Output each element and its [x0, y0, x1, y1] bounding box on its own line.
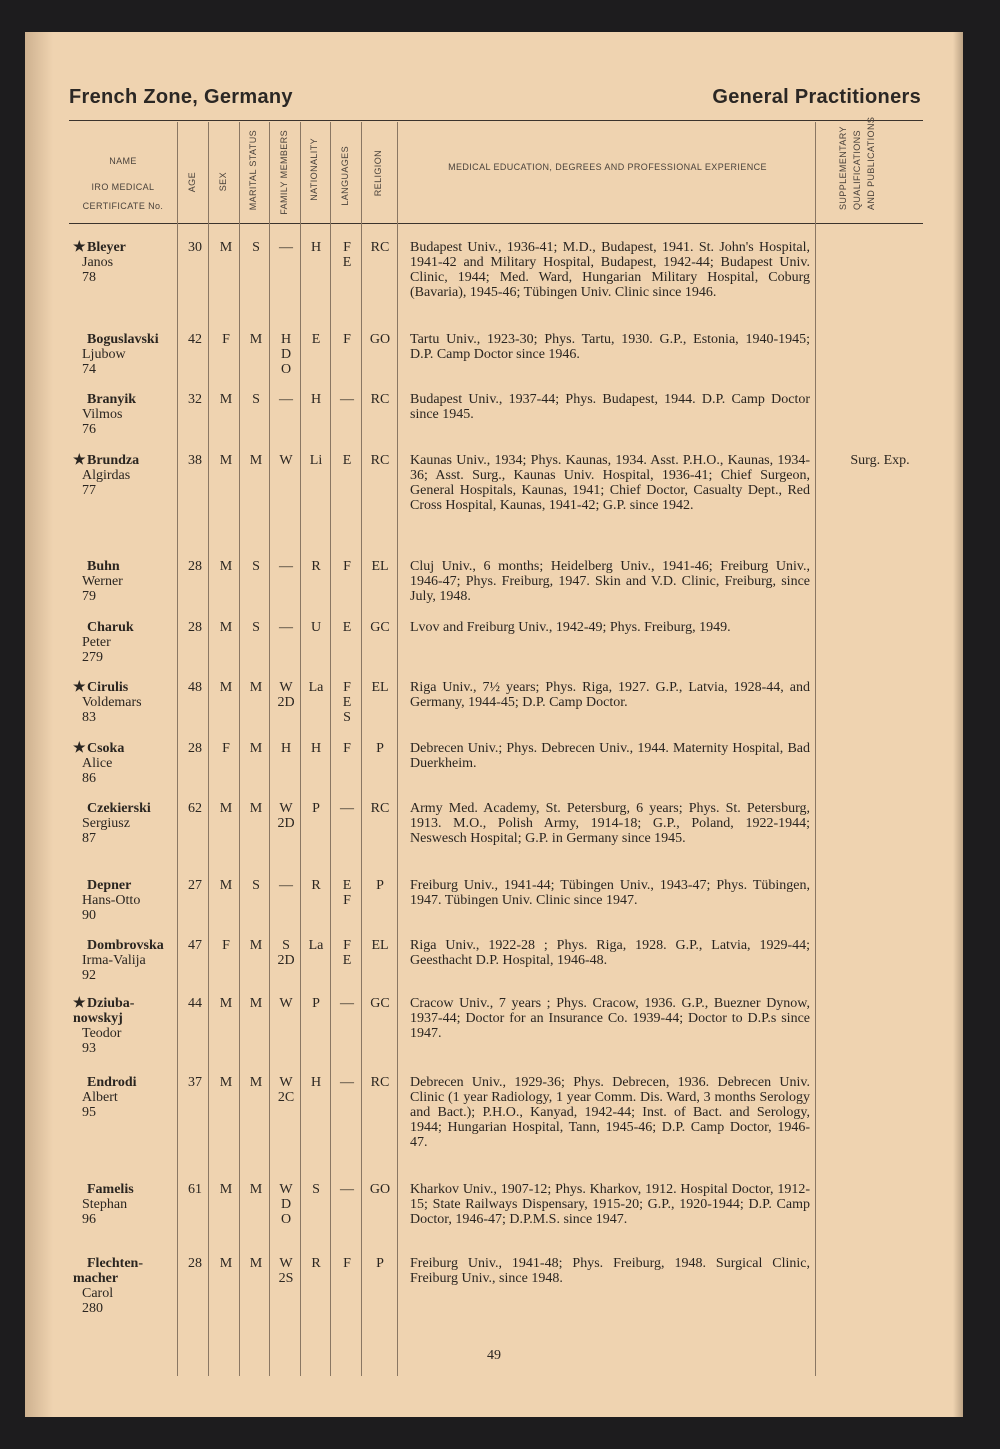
- sex-cell: M: [219, 1182, 233, 1197]
- surname: Cirulis: [87, 680, 129, 695]
- sex-cell: M: [219, 1075, 233, 1090]
- education-cell: Riga Univ., 1922-28 ; Phys. Riga, 1928. G.P., Latvia, 1929-44; Geesthacht D.P. Hospital, 1946-48.: [410, 938, 810, 968]
- religion-cell: RC: [370, 801, 390, 816]
- practitioner-name: [73, 620, 185, 665]
- sex-cell: M: [219, 559, 233, 574]
- family-column-header: FAMILY MEMBERS: [279, 130, 289, 215]
- marital-cell: M: [249, 996, 263, 1011]
- given-name: Carol: [82, 1286, 114, 1301]
- family-cell: W: [279, 996, 293, 1011]
- marital-cell: S: [252, 559, 260, 574]
- given-name: Albert: [82, 1090, 118, 1105]
- given-name: Voldemars: [82, 695, 142, 710]
- family-cell: —: [279, 620, 293, 635]
- supplementary-column-header: SUPPLEMENTARY QUALIFICATIONS AND PUBLICATIONS: [838, 116, 876, 210]
- surname: Brundza: [87, 453, 140, 468]
- star-icon: ★: [73, 453, 86, 468]
- supplementary-cell: Surg. Exp.: [850, 453, 910, 468]
- sex-cell: F: [222, 741, 230, 756]
- sex-cell: M: [219, 240, 233, 255]
- practitioner-name: [73, 801, 185, 846]
- star-icon: ★: [73, 240, 86, 255]
- column-divider: [815, 122, 816, 1376]
- nationality-cell: P: [312, 801, 320, 816]
- religion-column-header: RELIGION: [373, 150, 383, 197]
- certificate-number: 77: [82, 483, 96, 498]
- family-cell: —: [279, 878, 293, 893]
- nationality-cell: La: [308, 938, 324, 953]
- marital-cell: M: [249, 741, 263, 756]
- nationality-cell: H: [310, 1075, 322, 1090]
- certificate-number: 79: [82, 589, 96, 604]
- sex-cell: F: [222, 332, 230, 347]
- education-cell: Kharkov Univ., 1907-12; Phys. Kharkov, 1912. Hospital Doctor, 1912-15; State Railways Dispensary, 1915-20; G.P., 1920-1944; D.P. Camp Doctor, 1946-47; D.P.M.S. since 1947.: [410, 1182, 810, 1227]
- marital-column-header: MARITAL STATUS: [248, 130, 258, 211]
- sex-column-header: SEX: [218, 172, 228, 192]
- education-cell: Lvov and Freiburg Univ., 1942-49; Phys. Freiburg, 1949.: [410, 620, 731, 635]
- practitioner-name: [73, 938, 185, 983]
- marital-cell: S: [252, 878, 260, 893]
- given-name: Hans-Otto: [82, 893, 141, 908]
- marital-cell: S: [252, 620, 260, 635]
- languages-cell: F: [343, 1256, 351, 1271]
- sex-cell: M: [219, 801, 233, 816]
- religion-cell: RC: [370, 240, 390, 255]
- sex-cell: M: [219, 1256, 233, 1271]
- nationality-cell: H: [310, 741, 322, 756]
- certificate-number: 90: [82, 908, 96, 923]
- given-name: Alice: [82, 756, 113, 771]
- languages-column-header: LANGUAGES: [340, 146, 350, 206]
- given-name: Werner: [82, 574, 123, 589]
- surname: Boguslavski: [87, 332, 159, 347]
- surname: Branyik: [87, 392, 137, 407]
- age-cell: 42: [188, 332, 202, 347]
- given-name: Algirdas: [82, 468, 131, 483]
- education-cell: Cracow Univ., 7 years ; Phys. Cracow, 1936. G.P., Buezner Dynow, 1937-44; Doctor for an Insurance Co. 1939-44; Doctor to D.P.s since 1947.: [410, 996, 810, 1041]
- marital-cell: M: [249, 1182, 263, 1197]
- marital-cell: M: [249, 1256, 263, 1271]
- marital-cell: M: [249, 801, 263, 816]
- marital-cell: S: [252, 240, 260, 255]
- nationality-cell: E: [311, 332, 321, 347]
- nationality-cell: S: [312, 1182, 320, 1197]
- family-cell: H D O: [280, 332, 292, 377]
- certificate-number: 87: [82, 831, 96, 846]
- surname: Csoka: [87, 741, 125, 756]
- family-cell: W 2C: [277, 1075, 295, 1105]
- practitioner-name: [73, 741, 185, 786]
- practitioner-name: [73, 996, 185, 1056]
- family-cell: W D O: [279, 1182, 293, 1227]
- practitioner-name: [73, 240, 185, 285]
- certificate-number: 78: [82, 270, 96, 285]
- practitioner-name: [73, 1075, 185, 1120]
- certificate-number: 86: [82, 771, 96, 786]
- practitioner-name: [73, 559, 185, 604]
- surname: Dziuba- nowskyj: [73, 996, 135, 1026]
- education-cell: Budapest Univ., 1937-44; Phys. Budapest, 1944. D.P. Camp Doctor since 1945.: [410, 392, 810, 422]
- family-cell: W 2D: [277, 801, 295, 831]
- education-cell: Freiburg Univ., 1941-48; Phys. Freiburg, 1948. Surgical Clinic, Freiburg Univ., since 1948.: [410, 1256, 810, 1286]
- surname: Bleyer: [87, 240, 126, 255]
- languages-cell: F: [343, 332, 351, 347]
- page-number: 49: [487, 1348, 501, 1363]
- zone-title: French Zone, Germany: [69, 86, 293, 108]
- sex-cell: M: [219, 680, 233, 695]
- religion-cell: EL: [371, 559, 389, 574]
- practitioner-name: [73, 1182, 185, 1227]
- religion-cell: GO: [369, 1182, 391, 1197]
- marital-cell: M: [249, 1075, 263, 1090]
- sex-cell: M: [219, 996, 233, 1011]
- practitioner-name: [73, 680, 185, 725]
- age-column-header: AGE: [187, 172, 197, 193]
- column-divider: [397, 122, 398, 1376]
- religion-cell: P: [376, 1256, 384, 1271]
- religion-cell: P: [376, 741, 384, 756]
- section-title: General Practitioners: [712, 86, 921, 108]
- nationality-cell: P: [312, 996, 320, 1011]
- religion-cell: P: [376, 878, 384, 893]
- certificate-number: 96: [82, 1212, 96, 1227]
- languages-cell: —: [340, 1075, 354, 1090]
- sex-cell: M: [219, 620, 233, 635]
- nationality-cell: U: [310, 620, 322, 635]
- marital-cell: M: [249, 680, 263, 695]
- certificate-number: 93: [82, 1041, 96, 1056]
- religion-cell: GC: [370, 620, 390, 635]
- sex-cell: M: [219, 392, 233, 407]
- family-cell: —: [279, 559, 293, 574]
- age-cell: 28: [188, 741, 202, 756]
- sex-cell: F: [222, 938, 230, 953]
- given-name: Vilmos: [82, 407, 123, 422]
- languages-cell: —: [340, 801, 354, 816]
- certificate-number: 279: [82, 650, 103, 665]
- nationality-cell: Li: [309, 453, 323, 468]
- given-name: Sergiusz: [82, 816, 130, 831]
- age-cell: 28: [188, 559, 202, 574]
- languages-cell: F: [343, 741, 351, 756]
- marital-cell: M: [249, 938, 263, 953]
- education-cell: Army Med. Academy, St. Petersburg, 6 years; Phys. St. Petersburg, 1913. M.O., Polish Army, 1914-18; G.P., Poland, 1922-1944; Neswesch Hospital; G.P. in Germany since 1945.: [410, 801, 810, 846]
- nationality-cell: R: [311, 878, 321, 893]
- family-cell: H: [280, 741, 292, 756]
- age-cell: 37: [188, 1075, 202, 1090]
- education-cell: Kaunas Univ., 1934; Phys. Kaunas, 1934. Asst. P.H.O., Kaunas, 1934-36; Asst. Surg., Kaunas Univ. Hospital, 1936-41; Chief Surgeon, General Hospitals, Kaunas, 1941; Chief Doctor, Casualty Dept., Red Cross Hospital, Kaunas, 1941-42; G.P. since 1942.: [410, 453, 810, 513]
- certificate-number: 280: [82, 1301, 103, 1316]
- languages-cell: —: [340, 996, 354, 1011]
- given-name: Peter: [82, 635, 111, 650]
- religion-cell: GO: [369, 332, 391, 347]
- family-cell: —: [279, 392, 293, 407]
- family-cell: S 2D: [277, 938, 295, 968]
- education-cell: Budapest Univ., 1936-41; M.D., Budapest, 1941. St. John's Hospital, 1941-42 and Military Hospital, Budapest, 1942-44; Budapest Univ. Clinic, 1944; Med. Ward, Hungarian Military Hospital, Coburg (Bavaria), 1945-46; Tübingen Univ. Clinic since 1946.: [410, 240, 810, 300]
- name-column-header: NAME IRO MEDICAL CERTIFICATE No.: [82, 156, 164, 211]
- religion-cell: EL: [371, 680, 389, 695]
- surname: Endrodi: [87, 1075, 137, 1090]
- family-cell: W 2D: [277, 680, 295, 710]
- nationality-cell: R: [311, 1256, 321, 1271]
- education-column-header: MEDICAL EDUCATION, DEGREES AND PROFESSIONAL EXPERIENCE: [448, 162, 767, 172]
- age-cell: 38: [188, 453, 202, 468]
- education-cell: Debrecen Univ.; Phys. Debrecen Univ., 1944. Maternity Hospital, Bad Duerkheim.: [410, 741, 810, 771]
- languages-cell: E F: [342, 878, 352, 908]
- family-cell: —: [279, 240, 293, 255]
- certificate-number: 83: [82, 710, 96, 725]
- document-page: [25, 32, 963, 1417]
- languages-cell: E: [342, 620, 352, 635]
- surname: Charuk: [87, 620, 134, 635]
- star-icon: ★: [73, 680, 86, 695]
- practitioner-name: [73, 392, 185, 437]
- practitioner-name: [73, 453, 185, 498]
- family-cell: W: [279, 453, 293, 468]
- age-cell: 28: [188, 620, 202, 635]
- education-cell: Debrecen Univ., 1929-36; Phys. Debrecen, 1936. Debrecen Univ. Clinic (1 year Radiology, 1 year Comm. Dis. Ward, 3 months Serology and Bact.); P.H.O., Kanyad, 1942-44; Inst. of Bact. and Serology, 1944; Hungarian Hospital, Tann, 1945-46; D.P. Camp Doctor, 1946-47.: [410, 1075, 810, 1150]
- surname: Buhn: [87, 559, 120, 574]
- surname: Famelis: [87, 1182, 134, 1197]
- given-name: Irma-Valija: [82, 953, 146, 968]
- sex-cell: M: [219, 878, 233, 893]
- practitioner-name: [73, 1256, 185, 1316]
- family-cell: W 2S: [278, 1256, 294, 1286]
- education-cell: Cluj Univ., 6 months; Heidelberg Univ., 1941-46; Freiburg Univ., 1946-47; Phys. Freiburg, 1947. Skin and V.D. Clinic, Freiburg, since July, 1948.: [410, 559, 810, 604]
- education-cell: Riga Univ., 7½ years; Phys. Riga, 1927. G.P., Latvia, 1928-44, and Germany, 1944-45; D.P. Camp Doctor.: [410, 680, 810, 710]
- header-top-rule: [69, 120, 923, 121]
- nationality-cell: La: [308, 680, 324, 695]
- certificate-number: 76: [82, 422, 96, 437]
- marital-cell: M: [249, 453, 263, 468]
- age-cell: 44: [188, 996, 202, 1011]
- practitioner-name: [73, 878, 185, 923]
- age-cell: 47: [188, 938, 202, 953]
- religion-cell: RC: [370, 392, 390, 407]
- age-cell: 61: [188, 1182, 202, 1197]
- religion-cell: RC: [370, 453, 390, 468]
- religion-cell: EL: [371, 938, 389, 953]
- languages-cell: —: [340, 392, 354, 407]
- certificate-number: 74: [82, 362, 96, 377]
- religion-cell: GC: [370, 996, 390, 1011]
- nationality-column-header: NATIONALITY: [309, 138, 319, 201]
- surname: Depner: [87, 878, 132, 893]
- certificate-number: 92: [82, 968, 96, 983]
- education-cell: Tartu Univ., 1923-30; Phys. Tartu, 1930. G.P., Estonia, 1940-1945; D.P. Camp Doctor since 1946.: [410, 332, 810, 362]
- languages-cell: —: [340, 1182, 354, 1197]
- given-name: Stephan: [82, 1197, 128, 1212]
- nationality-cell: H: [310, 240, 322, 255]
- star-icon: ★: [73, 996, 86, 1011]
- marital-cell: M: [249, 332, 263, 347]
- header-bottom-rule: [69, 223, 923, 224]
- given-name: Teodor: [82, 1026, 122, 1041]
- age-cell: 62: [188, 801, 202, 816]
- given-name: Janos: [82, 255, 114, 270]
- star-icon: ★: [73, 741, 86, 756]
- religion-cell: RC: [370, 1075, 390, 1090]
- given-name: Ljubow: [82, 347, 126, 362]
- surname: Flechten- macher: [73, 1256, 143, 1286]
- age-cell: 28: [188, 1256, 202, 1271]
- languages-cell: F E S: [342, 680, 352, 725]
- surname: Dombrovska: [87, 938, 164, 953]
- nationality-cell: R: [311, 559, 321, 574]
- education-cell: Freiburg Univ., 1941-44; Tübingen Univ., 1943-47; Phys. Tübingen, 1947. Tübingen Univ. Clinic since 1947.: [410, 878, 810, 908]
- age-cell: 27: [188, 878, 202, 893]
- age-cell: 30: [188, 240, 202, 255]
- sex-cell: M: [219, 453, 233, 468]
- surname: Czekierski: [87, 801, 151, 816]
- age-cell: 32: [188, 392, 202, 407]
- practitioner-name: [73, 332, 185, 377]
- certificate-number: 95: [82, 1105, 96, 1120]
- languages-cell: F: [343, 559, 351, 574]
- languages-cell: F E: [342, 240, 352, 270]
- marital-cell: S: [252, 392, 260, 407]
- age-cell: 48: [188, 680, 202, 695]
- languages-cell: F E: [342, 938, 352, 968]
- languages-cell: E: [342, 453, 352, 468]
- nationality-cell: H: [310, 392, 322, 407]
